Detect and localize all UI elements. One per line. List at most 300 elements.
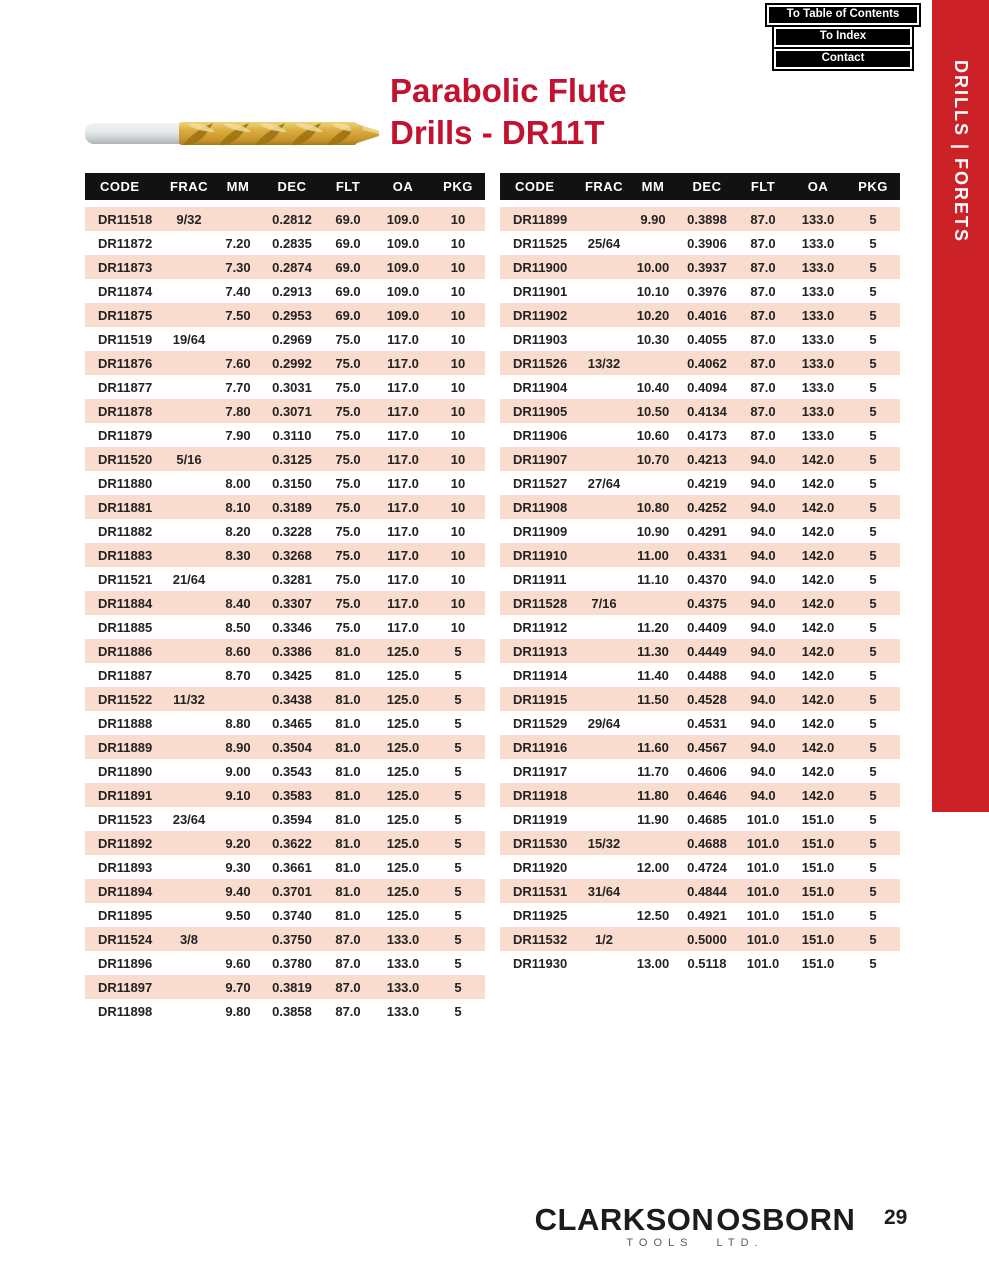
cell: DR11904	[513, 379, 568, 395]
cell	[580, 567, 628, 591]
cell: 87.0	[321, 975, 375, 999]
cell: 87.0	[335, 955, 361, 971]
cell	[580, 519, 628, 543]
cell: 151.0	[801, 907, 835, 923]
cell	[580, 615, 628, 639]
table-row	[500, 591, 900, 615]
cell: 9.40	[213, 879, 263, 903]
cell: 10	[450, 427, 466, 443]
table-row	[85, 399, 485, 423]
cell	[213, 327, 263, 351]
cell: 75.0	[335, 427, 361, 443]
cell: 0.3189	[263, 495, 321, 519]
cell	[580, 255, 628, 279]
cell	[213, 447, 263, 471]
cell: DR11910	[500, 543, 580, 567]
cell: DR11531	[500, 879, 580, 903]
cell: 109.0	[375, 255, 431, 279]
cell	[165, 375, 213, 399]
cell: DR11528	[500, 591, 580, 615]
cell: 151.0	[801, 955, 835, 971]
cell: 12.50	[636, 907, 670, 923]
cell: DR11521	[98, 571, 153, 587]
cell: 11.60	[628, 735, 678, 759]
cell: 94.0	[736, 639, 790, 663]
cell: DR11519	[98, 331, 153, 347]
cell	[580, 663, 628, 687]
cell: 125.0	[375, 687, 431, 711]
cell: DR11909	[513, 523, 568, 539]
cell: 142.0	[790, 783, 846, 807]
cell: 81.0	[335, 763, 361, 779]
nav-links	[767, 5, 919, 69]
cell: 81.0	[335, 859, 361, 875]
table-row	[85, 423, 485, 447]
cell	[628, 711, 678, 735]
cell: 133.0	[790, 303, 846, 327]
table-row	[500, 567, 900, 591]
page-number: 29	[884, 1206, 908, 1229]
cell	[213, 927, 263, 951]
cell: 5	[869, 859, 877, 875]
cell: 0.4685	[687, 811, 727, 827]
spec-table-right	[500, 173, 900, 975]
cell: 0.3858	[272, 1003, 312, 1019]
cell: 133.0	[375, 975, 431, 999]
cell: 81.0	[335, 715, 361, 731]
cell: DR11897	[85, 975, 165, 999]
cell: 142.0	[801, 475, 835, 491]
cell	[165, 759, 213, 783]
cell: 117.0	[375, 399, 431, 423]
cell: 133.0	[790, 351, 846, 375]
table-row	[85, 759, 485, 783]
table-row	[85, 687, 485, 711]
cell: 31/64	[580, 879, 628, 903]
cell: 133.0	[801, 427, 835, 443]
cell: 1/2	[580, 927, 628, 951]
cell: 5	[869, 427, 877, 443]
cell	[580, 423, 628, 447]
cell: 7.50	[213, 303, 263, 327]
cell: 19/64	[172, 331, 206, 347]
cell: 0.3594	[272, 811, 312, 827]
cell: DR11877	[98, 379, 153, 395]
cell: 75.0	[335, 571, 361, 587]
table-row	[85, 447, 485, 471]
cell: 0.3543	[272, 763, 312, 779]
cell: 0.4134	[678, 399, 736, 423]
table-row	[85, 639, 485, 663]
cell: DR11917	[513, 763, 568, 779]
cell: DR11526	[500, 351, 580, 375]
cell: DR11925	[513, 907, 568, 923]
table-row	[85, 735, 485, 759]
table-row	[500, 831, 900, 855]
column-header: CODE	[500, 173, 580, 200]
cell: 81.0	[335, 907, 361, 923]
cell	[580, 639, 628, 663]
cell: 10.50	[628, 399, 678, 423]
cell: DR11898	[98, 1003, 153, 1019]
cell: 0.3780	[272, 955, 312, 971]
cell: 0.4219	[687, 475, 727, 491]
cell: DR11880	[98, 475, 153, 491]
cell: 5	[431, 927, 485, 951]
cell: 94.0	[736, 447, 790, 471]
nav-index-link[interactable]: To Index	[774, 27, 912, 47]
column-header: CODE	[85, 173, 165, 200]
cell: 9.00	[225, 763, 251, 779]
cell: 69.0	[321, 207, 375, 231]
cell: DR11883	[85, 543, 165, 567]
cell: 0.2835	[272, 235, 312, 251]
cell: 125.0	[375, 639, 431, 663]
cell: 125.0	[386, 763, 420, 779]
cell: 10.00	[628, 255, 678, 279]
cell: 5	[431, 735, 485, 759]
cell: 142.0	[790, 735, 846, 759]
cell: 7.20	[225, 235, 251, 251]
table-row	[85, 471, 485, 495]
table-row	[85, 663, 485, 687]
cell: DR11889	[85, 735, 165, 759]
cell: 0.3750	[263, 927, 321, 951]
cell	[165, 423, 213, 447]
cell: DR11529	[513, 715, 568, 731]
cell: 5	[846, 879, 900, 903]
cell: 142.0	[790, 687, 846, 711]
cell: 5	[454, 763, 462, 779]
cell: DR11906	[513, 427, 568, 443]
cell: 9.50	[225, 907, 251, 923]
cell: 0.2913	[272, 283, 312, 299]
cell: 151.0	[801, 811, 835, 827]
cell: 5	[846, 783, 900, 807]
cell: 0.4062	[678, 351, 736, 375]
table-row	[85, 351, 485, 375]
cell: DR11523	[98, 811, 153, 827]
cell: 142.0	[801, 619, 835, 635]
cell: 133.0	[801, 283, 835, 299]
cell: 7.40	[225, 283, 251, 299]
cell	[628, 591, 678, 615]
cell: 87.0	[750, 283, 776, 299]
cell: 0.4844	[678, 879, 736, 903]
cell	[165, 831, 213, 855]
cell	[165, 351, 213, 375]
cell	[165, 855, 213, 879]
cell: 11/32	[165, 687, 213, 711]
cell: 5	[846, 831, 900, 855]
cell: DR11873	[85, 255, 165, 279]
column-header: MM	[213, 173, 263, 200]
cell: 94.0	[736, 735, 790, 759]
cell: 101.0	[736, 879, 790, 903]
cell: 133.0	[386, 955, 420, 971]
cell: 23/64	[172, 811, 206, 827]
cell: 81.0	[321, 783, 375, 807]
cell: 11.00	[628, 543, 678, 567]
cell: 11.90	[637, 811, 669, 827]
cell	[165, 279, 213, 303]
cell: 75.0	[321, 543, 375, 567]
cell: 0.3071	[263, 399, 321, 423]
cell: 11.80	[628, 783, 678, 807]
cell: 7.70	[225, 379, 251, 395]
cell: 94.0	[750, 715, 776, 731]
cell	[628, 231, 678, 255]
cell	[165, 975, 213, 999]
cell: 125.0	[386, 859, 420, 875]
cell: 12.00	[636, 859, 670, 875]
cell: DR11901	[513, 283, 568, 299]
cell: 125.0	[375, 735, 431, 759]
cell: 0.3425	[272, 667, 312, 683]
cell: 0.3281	[272, 571, 312, 587]
cell: 11.10	[637, 571, 669, 587]
cell: DR11518	[85, 207, 165, 231]
cell: 142.0	[801, 523, 835, 539]
cell: 0.4606	[687, 763, 727, 779]
table-row	[85, 207, 485, 231]
brand-footer	[536, 1202, 854, 1249]
table-row	[500, 639, 900, 663]
column-header: FLT	[736, 173, 790, 200]
spec-table-left	[85, 173, 485, 1023]
cell: 133.0	[790, 207, 846, 231]
cell: 10	[450, 331, 466, 347]
table-row	[500, 303, 900, 327]
cell: 10.10	[636, 283, 670, 299]
cell: 5	[431, 783, 485, 807]
column-header: OA	[375, 173, 431, 200]
table-row	[85, 615, 485, 639]
cell	[580, 495, 628, 519]
cell: 5/16	[165, 447, 213, 471]
cell: 0.3819	[263, 975, 321, 999]
cell	[165, 615, 213, 639]
cell: DR11911	[513, 571, 567, 587]
table-row	[500, 351, 900, 375]
cell: 75.0	[321, 495, 375, 519]
cell: 3/8	[165, 927, 213, 951]
cell: DR11872	[98, 235, 153, 251]
cell: 0.2874	[263, 255, 321, 279]
cell: 5	[869, 667, 877, 683]
cell: DR11891	[85, 783, 165, 807]
cell: DR11890	[98, 763, 153, 779]
cell	[580, 759, 628, 783]
cell: DR11530	[500, 831, 580, 855]
cell: 7/16	[580, 591, 628, 615]
cell: 10	[450, 475, 466, 491]
cell	[165, 519, 213, 543]
cell: 5	[869, 619, 877, 635]
cell: 10	[450, 571, 466, 587]
brand-name-clarkson: CLARKSON	[534, 1202, 715, 1237]
table-row	[85, 783, 485, 807]
cell: 5	[846, 591, 900, 615]
column-header: OA	[790, 173, 846, 200]
cell: 0.3228	[272, 523, 312, 539]
table-row	[85, 927, 485, 951]
cell: 8.90	[213, 735, 263, 759]
cell: 75.0	[335, 379, 361, 395]
cell: 8.40	[213, 591, 263, 615]
cell: 109.0	[386, 283, 420, 299]
cell: 81.0	[321, 735, 375, 759]
cell: 94.0	[736, 495, 790, 519]
cell: 87.0	[321, 927, 375, 951]
table-row	[85, 879, 485, 903]
cell: 11.20	[637, 619, 669, 635]
cell: 109.0	[386, 235, 420, 251]
cell: 10	[431, 447, 485, 471]
cell: DR11914	[513, 667, 568, 683]
cell: 0.4567	[678, 735, 736, 759]
cell: 75.0	[335, 475, 361, 491]
cell: DR11913	[500, 639, 580, 663]
table-row	[500, 255, 900, 279]
cell	[165, 735, 213, 759]
cell: 5	[431, 687, 485, 711]
cell: 10.30	[636, 331, 670, 347]
cell: 142.0	[801, 667, 835, 683]
cell: 0.4331	[678, 543, 736, 567]
cell: 27/64	[587, 475, 621, 491]
cell: 87.0	[750, 235, 776, 251]
table-row	[85, 279, 485, 303]
cell: DR11900	[500, 255, 580, 279]
cell: 81.0	[321, 879, 375, 903]
cell: 5	[846, 351, 900, 375]
cell: 5	[869, 331, 877, 347]
cell: 5	[869, 715, 877, 731]
column-header: FRAC	[165, 173, 213, 200]
cell: 5	[846, 543, 900, 567]
table-row	[85, 855, 485, 879]
cell: 117.0	[387, 571, 419, 587]
cell: 10	[431, 591, 485, 615]
nav-table-of-contents-link[interactable]: To Table of Contents	[767, 5, 919, 25]
cell	[165, 591, 213, 615]
cell: 117.0	[375, 351, 431, 375]
table-row	[500, 543, 900, 567]
cell: 133.0	[801, 379, 835, 395]
cell: DR11882	[98, 523, 153, 539]
cell: 5	[846, 687, 900, 711]
cell: 142.0	[790, 591, 846, 615]
cell: 5	[431, 639, 485, 663]
cell: 9.20	[213, 831, 263, 855]
cell	[580, 303, 628, 327]
cell	[165, 783, 213, 807]
cell	[580, 399, 628, 423]
cell: 0.3906	[687, 235, 727, 251]
table-row	[500, 615, 900, 639]
table-row	[85, 807, 485, 831]
cell: DR11908	[500, 495, 580, 519]
cell: 94.0	[750, 475, 776, 491]
cell: DR11887	[98, 667, 153, 683]
cell: 10	[450, 379, 466, 395]
cell: 5	[846, 639, 900, 663]
cell: 8.20	[225, 523, 251, 539]
cell: 9.70	[213, 975, 263, 999]
cell: DR11532	[500, 927, 580, 951]
nav-contact-link[interactable]: Contact	[774, 49, 912, 69]
cell: 11.50	[628, 687, 678, 711]
table-row	[500, 663, 900, 687]
table-row	[500, 327, 900, 351]
cell	[580, 543, 628, 567]
cell: 10	[450, 283, 466, 299]
cell: DR11915	[500, 687, 580, 711]
cell: 109.0	[375, 207, 431, 231]
cell: 10	[450, 235, 466, 251]
cell: 117.0	[387, 523, 419, 539]
cell: DR11884	[85, 591, 165, 615]
cell	[580, 735, 628, 759]
cell: 5	[869, 475, 877, 491]
cell: 75.0	[335, 619, 361, 635]
cell	[213, 207, 263, 231]
cell: 0.3268	[263, 543, 321, 567]
cell: DR11886	[85, 639, 165, 663]
cell: 9.60	[225, 955, 251, 971]
cell: 81.0	[321, 639, 375, 663]
cell: 0.3661	[272, 859, 312, 875]
cell: DR11896	[98, 955, 153, 971]
table-row	[500, 807, 900, 831]
cell: 8.00	[225, 475, 251, 491]
table-row	[85, 495, 485, 519]
cell: 0.4488	[687, 667, 727, 683]
cell: 142.0	[790, 639, 846, 663]
table-row	[500, 855, 900, 879]
cell: 87.0	[736, 399, 790, 423]
cell: 0.3465	[272, 715, 312, 731]
page-title-line1: Parabolic Flute	[390, 72, 627, 109]
cell	[165, 879, 213, 903]
cell: 0.4921	[687, 907, 727, 923]
cell: 133.0	[801, 331, 835, 347]
cell: 81.0	[321, 687, 375, 711]
cell: 5	[454, 811, 462, 827]
cell: 9/32	[165, 207, 213, 231]
cell	[165, 231, 213, 255]
cell: 0.4449	[678, 639, 736, 663]
table-row	[85, 519, 485, 543]
table-row	[85, 327, 485, 351]
cell: 5	[454, 955, 462, 971]
column-header: FLT	[321, 173, 375, 200]
table-row	[500, 759, 900, 783]
table-row	[500, 399, 900, 423]
cell: 8.70	[225, 667, 251, 683]
cell: DR11879	[98, 427, 153, 443]
cell: 81.0	[335, 667, 361, 683]
table-row	[85, 231, 485, 255]
cell: 10.60	[636, 427, 670, 443]
cell: 10	[431, 303, 485, 327]
cell: DR11522	[85, 687, 165, 711]
cell: DR11930	[513, 955, 568, 971]
cell: 5	[431, 831, 485, 855]
cell: 151.0	[790, 879, 846, 903]
cell: 133.0	[375, 927, 431, 951]
